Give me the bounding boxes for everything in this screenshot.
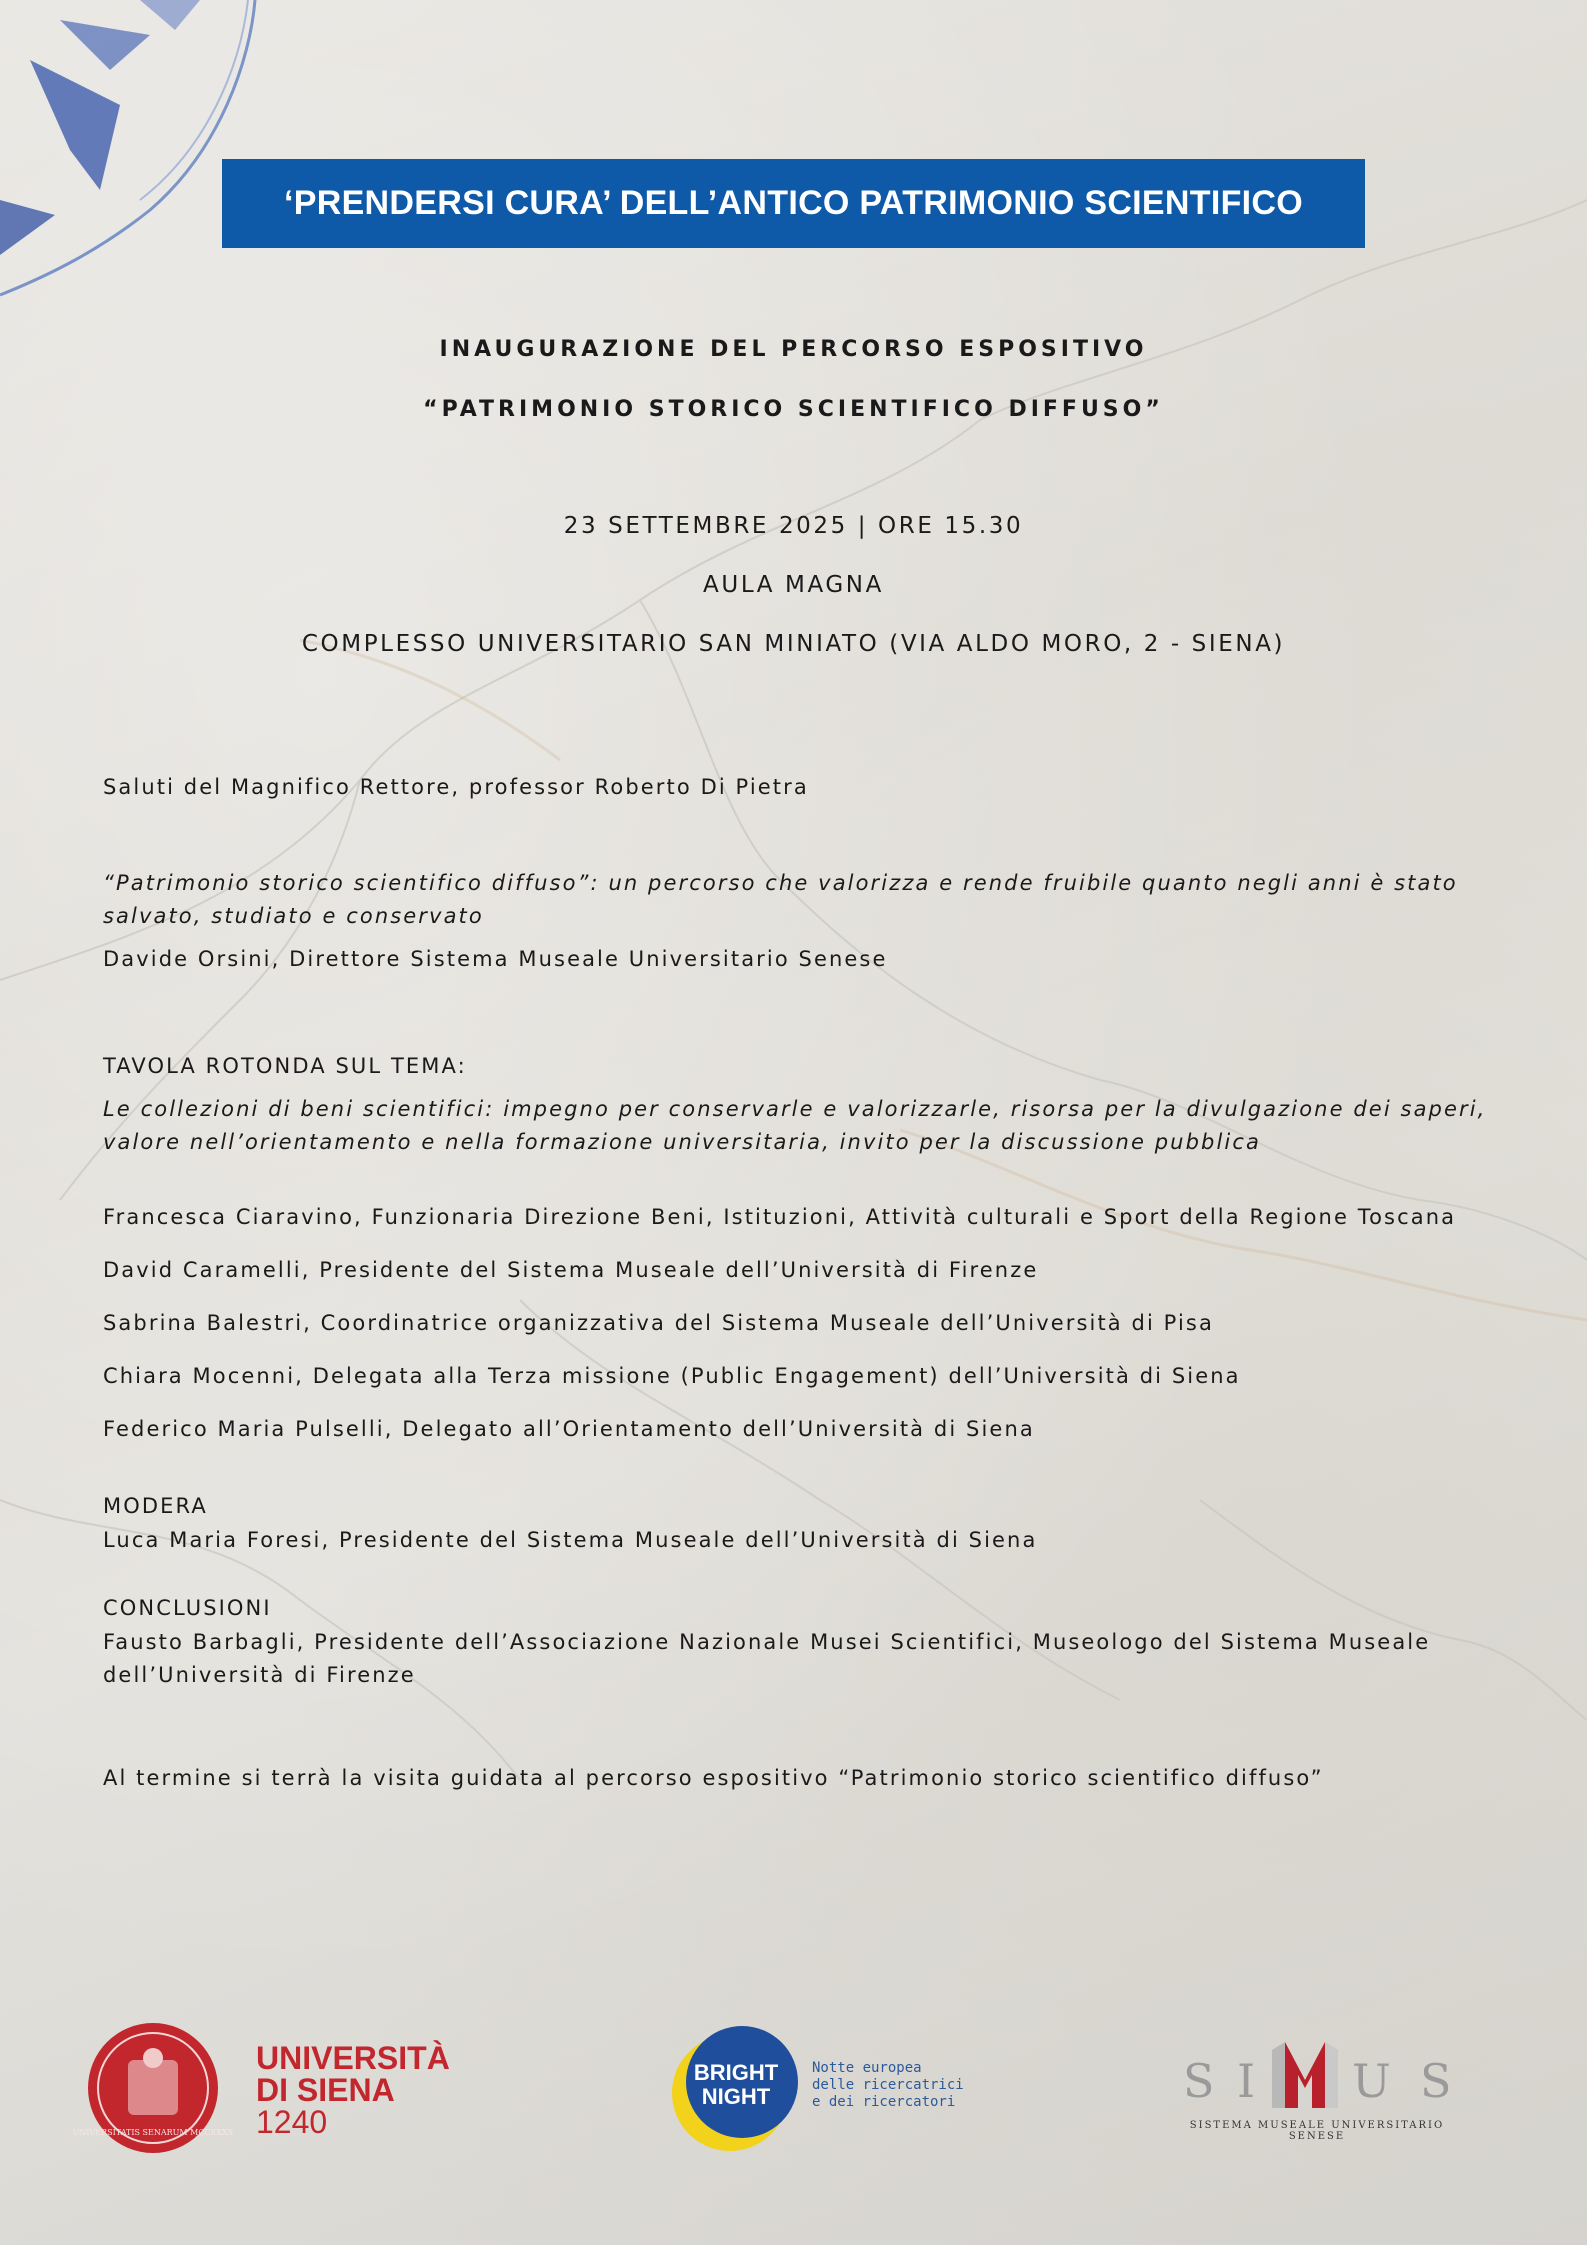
title-banner xyxy=(222,159,1365,248)
unisi-line2: DI SIENA xyxy=(256,2072,395,2108)
simus-letter: S xyxy=(1183,2054,1215,2108)
bright-night-logo-icon xyxy=(672,2026,798,2151)
unisi-seal-icon xyxy=(73,2023,234,2153)
unisi-wordmark xyxy=(256,2042,450,2138)
footer-logos xyxy=(0,2010,1587,2170)
simus-subtitle: SISTEMA MUSEALE UNIVERSITARIO SENESE xyxy=(1189,2120,1445,2142)
conclusions-line1: Fausto Barbagli, Presidente dell’Associazione Nazionale Musei Scientifici, Museologo del Sistema Museale xyxy=(103,1630,1431,1654)
simus-letter: S xyxy=(1420,2054,1452,2108)
roundtable-theme-line2: valore nell’orientamento e nella formazione universitaria, invito per la discussione pubblica xyxy=(103,1130,1261,1154)
greeting: Saluti del Magnifico Rettore, professor Roberto Di Pietra xyxy=(103,775,809,799)
unisi-line1: UNIVERSITÀ xyxy=(256,2040,450,2076)
bright-night-word1: BRIGHT xyxy=(693,2060,779,2085)
roundtable-label: TAVOLA ROTONDA SUL TEMA: xyxy=(103,1054,467,1078)
unisi-seal-text: UNIVERSITATIS SENARUM MCCXXXX xyxy=(72,2128,234,2137)
heading-inauguration: INAUGURAZIONE DEL PERCORSO ESPOSITIVO xyxy=(439,337,1148,362)
moderator-name: Luca Maria Foresi, Presidente del Sistema Museale dell’Università di Siena xyxy=(103,1528,1038,1552)
unisi-year: 1240 xyxy=(256,2104,328,2140)
heading-exhibition-title: “PATRIMONIO STORICO SCIENTIFICO DIFFUSO” xyxy=(423,397,1164,422)
bright-night-desc-line3: e dei ricercatori xyxy=(812,2094,956,2110)
bright-night-desc-line1: Notte europea xyxy=(812,2060,922,2076)
moderator-label: MODERA xyxy=(103,1494,208,1518)
simus-letter: U xyxy=(1352,2054,1391,2108)
blue-brush-decoration xyxy=(0,0,270,300)
simus-letter: I xyxy=(1237,2054,1256,2108)
talk-speaker: Davide Orsini, Direttore Sistema Museale Universitario Senese xyxy=(103,947,888,971)
bright-night-description xyxy=(812,2060,964,2111)
talk-title-line2: salvato, studiato e conservato xyxy=(103,904,484,928)
bright-night-desc-line2: delle ricercatrici xyxy=(812,2077,964,2093)
panelist-item: David Caramelli, Presidente del Sistema Museale dell’Università di Firenze xyxy=(103,1258,1039,1282)
panelist-item: Francesca Ciaravino, Funzionaria Direzione Beni, Istituzioni, Attività culturali e Sport della Regione Toscana xyxy=(103,1205,1457,1229)
panelist-item: Federico Maria Pulselli, Delegato all’Orientamento dell’Università di Siena xyxy=(103,1417,1035,1441)
event-room: AULA MAGNA xyxy=(703,572,884,598)
panelist-item: Sabrina Balestri, Coordinatrice organizzativa del Sistema Museale dell’Università di Pisa xyxy=(103,1311,1214,1335)
closing-note: Al termine si terrà la visita guidata al percorso espositivo “Patrimonio storico scientifico diffuso” xyxy=(103,1766,1324,1790)
simus-logo-icon xyxy=(1183,2042,1452,2108)
bright-night-word2: NIGHT xyxy=(701,2084,771,2109)
conclusions-line2: dell’Università di Firenze xyxy=(103,1663,416,1687)
event-venue: COMPLESSO UNIVERSITARIO SAN MINIATO (VIA ALDO MORO, 2 - SIENA) xyxy=(301,631,1286,657)
banner-title: ‘PRENDERSI CURA’ DELL’ANTICO PATRIMONIO SCIENTIFICO xyxy=(284,184,1303,222)
panelist-item: Chiara Mocenni, Delegata alla Terza missione (Public Engagement) dell’Università di Siena xyxy=(103,1364,1241,1388)
talk-title-line1: “Patrimonio storico scientifico diffuso”: un percorso che valorizza e rende fruibile quanto negli anni è stato xyxy=(103,871,1458,895)
roundtable-theme-line1: Le collezioni di beni scientifici: impegno per conservarle e valorizzarle, risorsa per la divulgazione dei saperi, xyxy=(103,1097,1487,1121)
conclusions-label: CONCLUSIONI xyxy=(103,1596,272,1620)
event-date-time: 23 SETTEMBRE 2025 | ORE 15.30 xyxy=(563,513,1024,539)
